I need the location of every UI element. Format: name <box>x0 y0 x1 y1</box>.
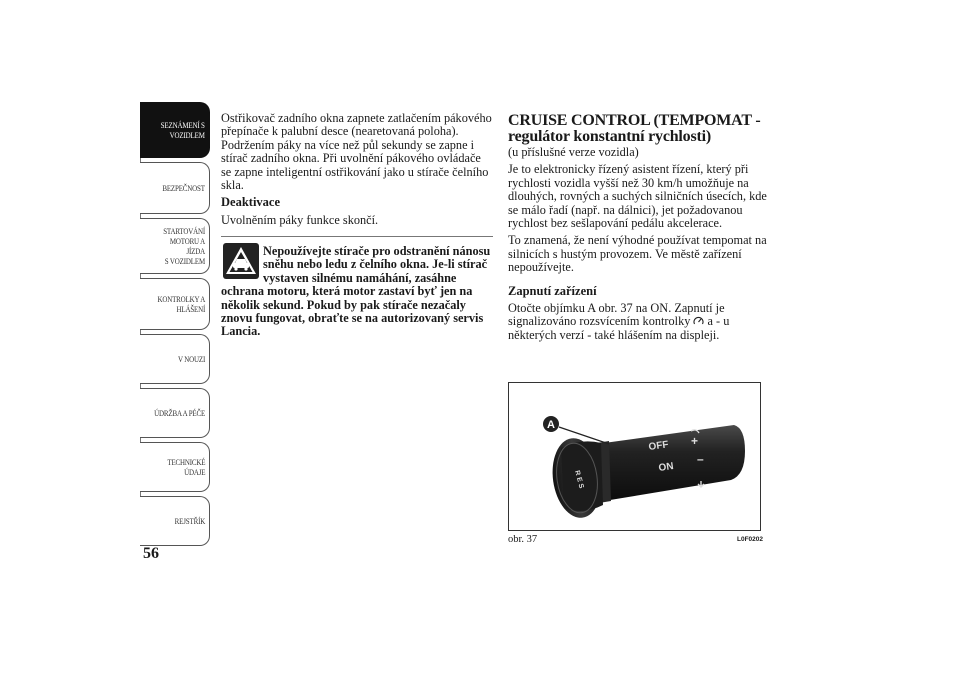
stalk-illustration <box>509 383 761 531</box>
paragraph: Ostřikovač zadního okna zapnete zatlačením pákového přepínače k palubní desce (nearetovaná poloha). Podržením páky na více než půl sekundy se zapne i stírač zadního okna. Při uvolnění pákového ovládače se zapne inteligentní ostřikování jako u stírače čelního skla. <box>221 111 492 193</box>
svg-text:–: – <box>697 452 704 466</box>
tab-technicke-udaje[interactable]: TECHNICKÉ ÚDAJE <box>140 442 210 492</box>
svg-text:OFF: OFF <box>647 439 670 453</box>
tab-v-nouzi[interactable]: V NOUZI <box>140 334 210 384</box>
warning-car-icon <box>223 243 259 279</box>
warning-box <box>221 236 493 339</box>
cruise-control-stalk-figure <box>508 382 761 531</box>
paragraph: Otočte objímku A obr. 37 na ON. Zapnutí je signalizováno rozsvícením kontrolky a - u některých verzí - také hlášením na displeji. <box>508 301 730 342</box>
tab-udrzba-a-pece[interactable]: ÚDRŽBA A PÉČE <box>140 388 210 438</box>
tab-bezpecnost[interactable]: BEZPEČNOST <box>140 162 210 214</box>
figure-caption: obr. 37 <box>508 534 538 545</box>
svg-text:A: A <box>547 419 555 431</box>
tab-rejstrik[interactable]: REJSTŘÍK <box>140 496 210 546</box>
paragraph: To znamená, že není výhodné používat tempomat na silnicích s hustým provozem. Ve městě zařízení nepoužívejte. <box>508 233 767 275</box>
section-title: CRUISE CONTROL (TEMPOMAT - regulátor konstantní rychlosti) <box>508 112 761 145</box>
right-column <box>508 146 780 346</box>
cruise-control-icon <box>693 316 704 326</box>
left-column <box>221 112 493 231</box>
tab-startovani[interactable]: STARTOVÁNÍ MOTORU A JÍZDA S VOZIDLEM <box>140 218 210 274</box>
svg-text:RES: RES <box>573 469 586 492</box>
subtitle: (u příslušné verze vozidla) <box>508 145 639 159</box>
svg-text:+: + <box>691 434 699 448</box>
tab-kontrolky[interactable]: KONTROLKY A HLÁŠENÍ <box>140 278 210 330</box>
page-number: 56 <box>143 545 159 562</box>
section-heading: Deaktivace <box>221 195 281 210</box>
figure-code: L0F0202 <box>737 536 764 543</box>
warning-text: Nepoužívejte stírače pro odstranění nánosu sněhu nebo ledu z čelního okna. Je-li stírač vystaven silnému namáhání, zasáhne ochrana motoru, která motor zastaví byť jen na několik sekund. Pokud by pak stírače nezačaly znovu fungovat, obraťte se na autorizovaný servis Lancia. <box>221 244 491 339</box>
section-heading: Zapnutí zařízení <box>508 283 597 298</box>
tab-seznameni-s-vozidlem[interactable]: SEZNÁMENÍ S VOZIDLEM <box>140 102 210 158</box>
svg-text:ON: ON <box>657 460 675 474</box>
paragraph: Je to elektronicky řízený asistent řízení, který při rychlosti vozidla vyšší než 30 km/h umožňuje na dlouhých, rovných a suchých silničních úsecích, kde se málo řadí (např. na dálnici), jet požadovanou rychlost bez sešlapování pedálu akcelerace. <box>508 162 767 231</box>
paragraph: Uvolněním páky funkce skončí. <box>221 212 379 227</box>
